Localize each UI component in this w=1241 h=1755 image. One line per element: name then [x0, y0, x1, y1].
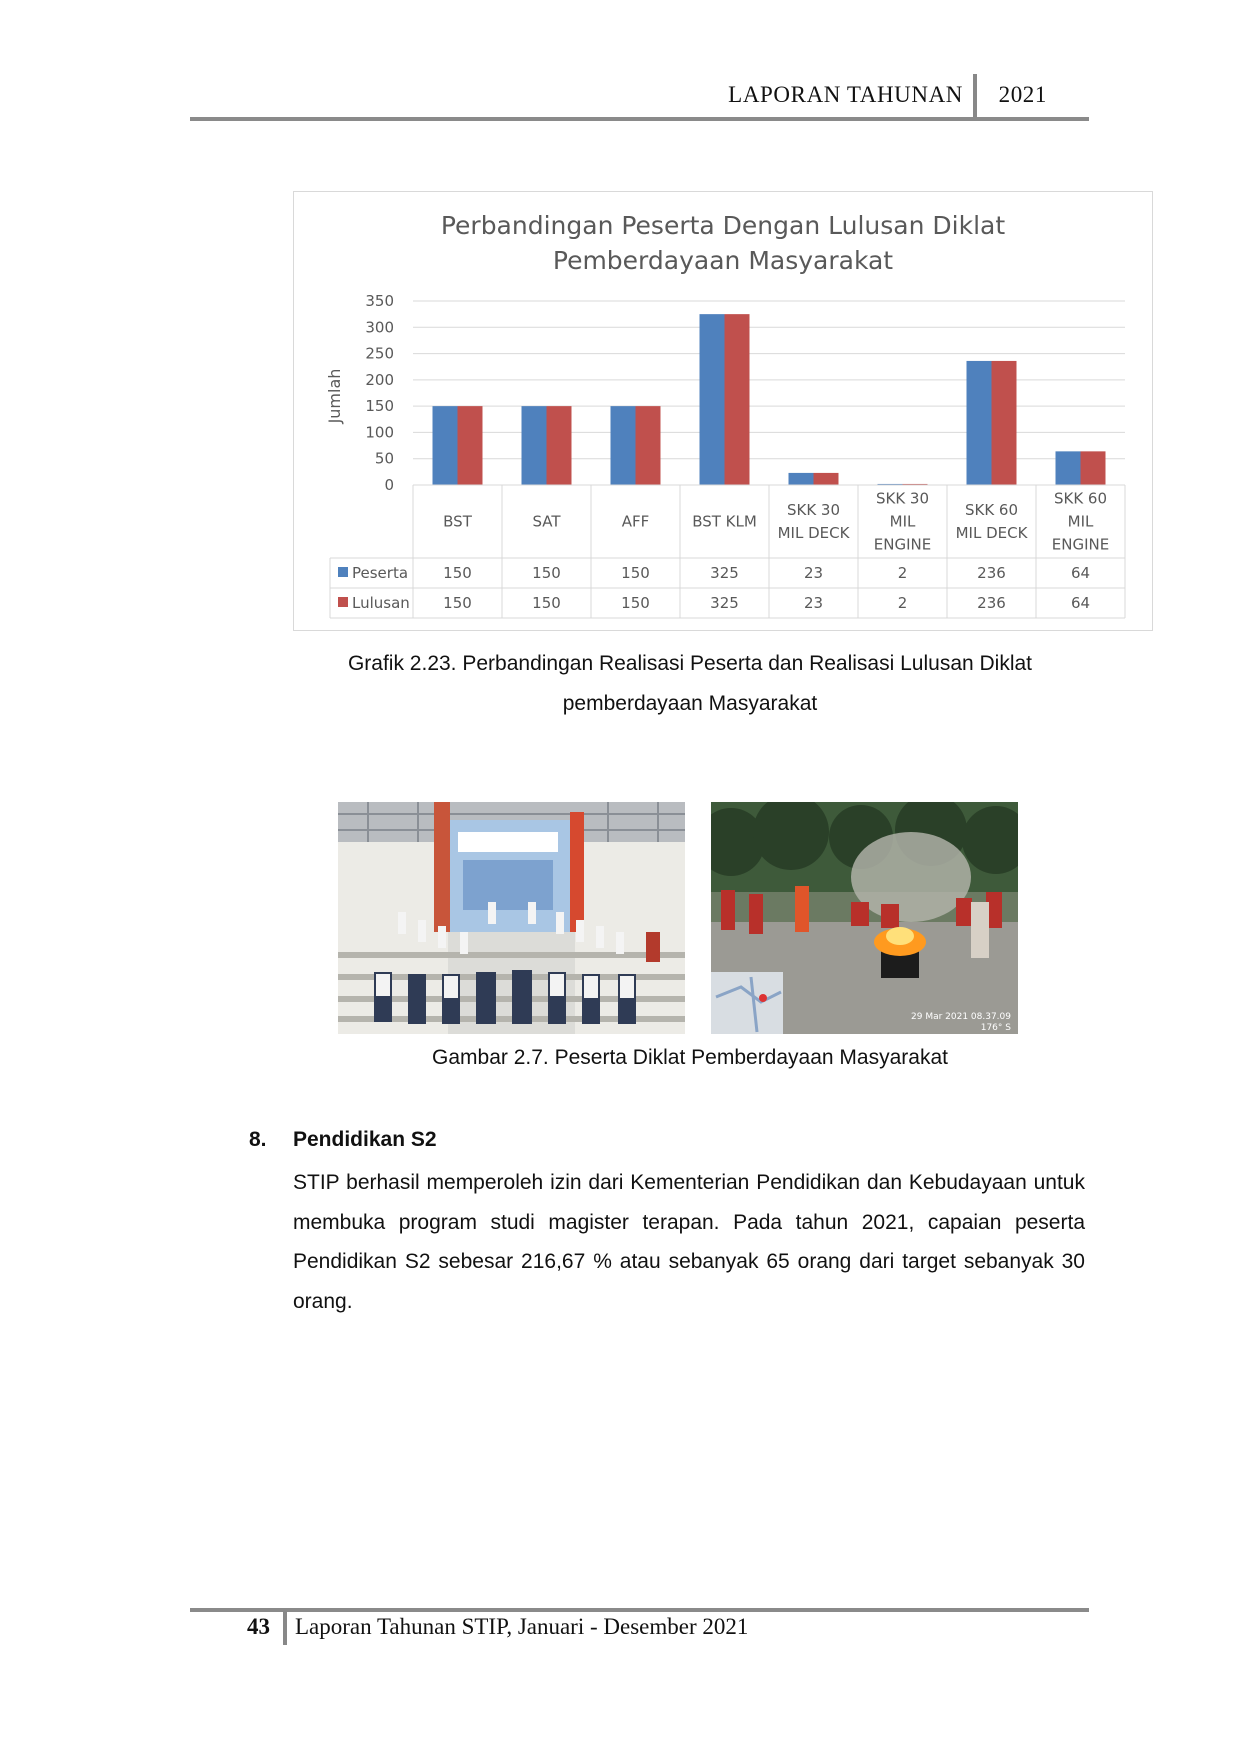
category-label: SKK 60: [1053, 489, 1108, 508]
bar-lulusan: [725, 314, 750, 485]
chart-caption: Grafik 2.23. Perbandingan Realisasi Peserta dan Realisasi Lulusan Diklat pemberdayaan Masyarakat: [347, 652, 1033, 715]
chart-title-line2: Pemberdayaan Masyarakat: [552, 246, 894, 275]
photo-row: [338, 802, 1018, 1034]
category-label: MIL: [889, 512, 916, 531]
chart-gridlines: [413, 301, 1125, 485]
bar-peserta: [967, 361, 992, 485]
chart-data-table: [330, 485, 1125, 618]
photo-fire-training: [711, 802, 1018, 1034]
section-body: STIP berhasil memperoleh izin dari Kementerian Pendidikan dan Kebudayaan untuk membuka program studi magister terapan. Pada tahun 2021, capaian peserta Pendidikan S2 sebesar 216,67 % atau sebanyak 65 orang dari target sebanyak 30 orang.: [293, 1171, 1085, 1313]
fire-training-illustration: [711, 802, 1018, 1034]
data-label: 150: [532, 594, 561, 612]
data-label: 150: [443, 594, 472, 612]
photo-timestamp: 29 Mar 2021 08.37.09: [911, 1012, 1011, 1022]
legend-swatch-peserta: [338, 567, 348, 577]
bar-lulusan: [992, 361, 1017, 485]
y-tick-label: 0: [384, 476, 394, 494]
data-label: 150: [532, 564, 561, 582]
y-axis-ticks: [365, 292, 394, 494]
bar-peserta: [522, 406, 547, 485]
ceremony-illustration: [338, 802, 685, 1034]
chart-title-line1: Perbandingan Peserta Dengan Lulusan Diklat: [440, 211, 1006, 240]
photo-ceremony: [338, 802, 685, 1034]
data-label: 150: [443, 564, 472, 582]
bar-peserta: [433, 406, 458, 485]
header-title: LAPORAN TAHUNAN: [728, 82, 963, 107]
y-tick-label: 100: [365, 423, 394, 442]
y-axis-label: Jumlah: [325, 368, 344, 424]
bar-chart-container: [293, 191, 1153, 631]
y-tick-label: 300: [365, 318, 394, 337]
data-label: 23: [803, 564, 824, 582]
data-label: 2: [897, 564, 908, 582]
page-header: [190, 74, 1089, 120]
data-label: 325: [710, 594, 739, 612]
bar-lulusan: [636, 406, 661, 485]
category-label: SKK 30: [786, 501, 841, 519]
bar-lulusan: [547, 406, 572, 485]
y-tick-label: 150: [365, 397, 394, 416]
legend-label-lulusan: Lulusan: [352, 594, 410, 612]
bar-peserta: [789, 473, 814, 485]
chart-bars: [433, 314, 1106, 485]
bar-lulusan: [1081, 451, 1106, 485]
bar-peserta: [700, 314, 725, 485]
footer-rule: [190, 1608, 1089, 1612]
header-year: 2021: [998, 82, 1047, 107]
photo-caption: Gambar 2.7. Peserta Diklat Pemberdayaan Masyarakat: [432, 1046, 948, 1069]
category-label: SKK 60: [964, 501, 1019, 519]
y-tick-label: 50: [374, 449, 394, 468]
category-label: BST KLM: [692, 512, 757, 531]
header-separator: [973, 74, 977, 120]
category-label: SAT: [532, 512, 561, 531]
legend-label-peserta: Peserta: [352, 564, 409, 582]
section-title: Pendidikan S2: [293, 1128, 437, 1151]
y-tick-label: 200: [365, 370, 394, 389]
header-rule: [190, 117, 1089, 121]
footer-text: Laporan Tahunan STIP, Januari - Desember 2021: [295, 1614, 749, 1639]
data-label: 236: [977, 594, 1006, 612]
category-label: MIL DECK: [955, 524, 1028, 542]
data-label: 23: [803, 594, 824, 612]
category-label: MIL: [1067, 512, 1094, 531]
photo-bearing: 176° S: [980, 1023, 1011, 1033]
y-tick-label: 350: [365, 292, 394, 310]
page-number: 43: [247, 1614, 270, 1639]
category-label: ENGINE: [1051, 535, 1110, 554]
data-label: 150: [621, 564, 650, 582]
category-label: ENGINE: [873, 535, 932, 554]
data-label: 64: [1070, 564, 1091, 582]
bar-lulusan: [814, 473, 839, 485]
data-label: 325: [710, 564, 739, 582]
bar-lulusan: [458, 406, 483, 485]
y-tick-label: 250: [365, 344, 394, 363]
data-label: 64: [1070, 594, 1091, 612]
category-label: AFF: [621, 512, 650, 531]
category-label: SKK 30: [875, 489, 930, 508]
category-label: BST: [443, 512, 472, 531]
legend-swatch-lulusan: [338, 597, 348, 607]
bar-chart: [294, 192, 1152, 630]
section-number: 8.: [249, 1128, 267, 1151]
bar-peserta: [611, 406, 636, 485]
category-label: MIL DECK: [777, 524, 850, 542]
data-label: 2: [897, 594, 908, 612]
data-label: 150: [621, 594, 650, 612]
footer-separator: [283, 1611, 287, 1645]
bar-peserta: [1056, 451, 1081, 485]
data-label: 236: [977, 564, 1006, 582]
